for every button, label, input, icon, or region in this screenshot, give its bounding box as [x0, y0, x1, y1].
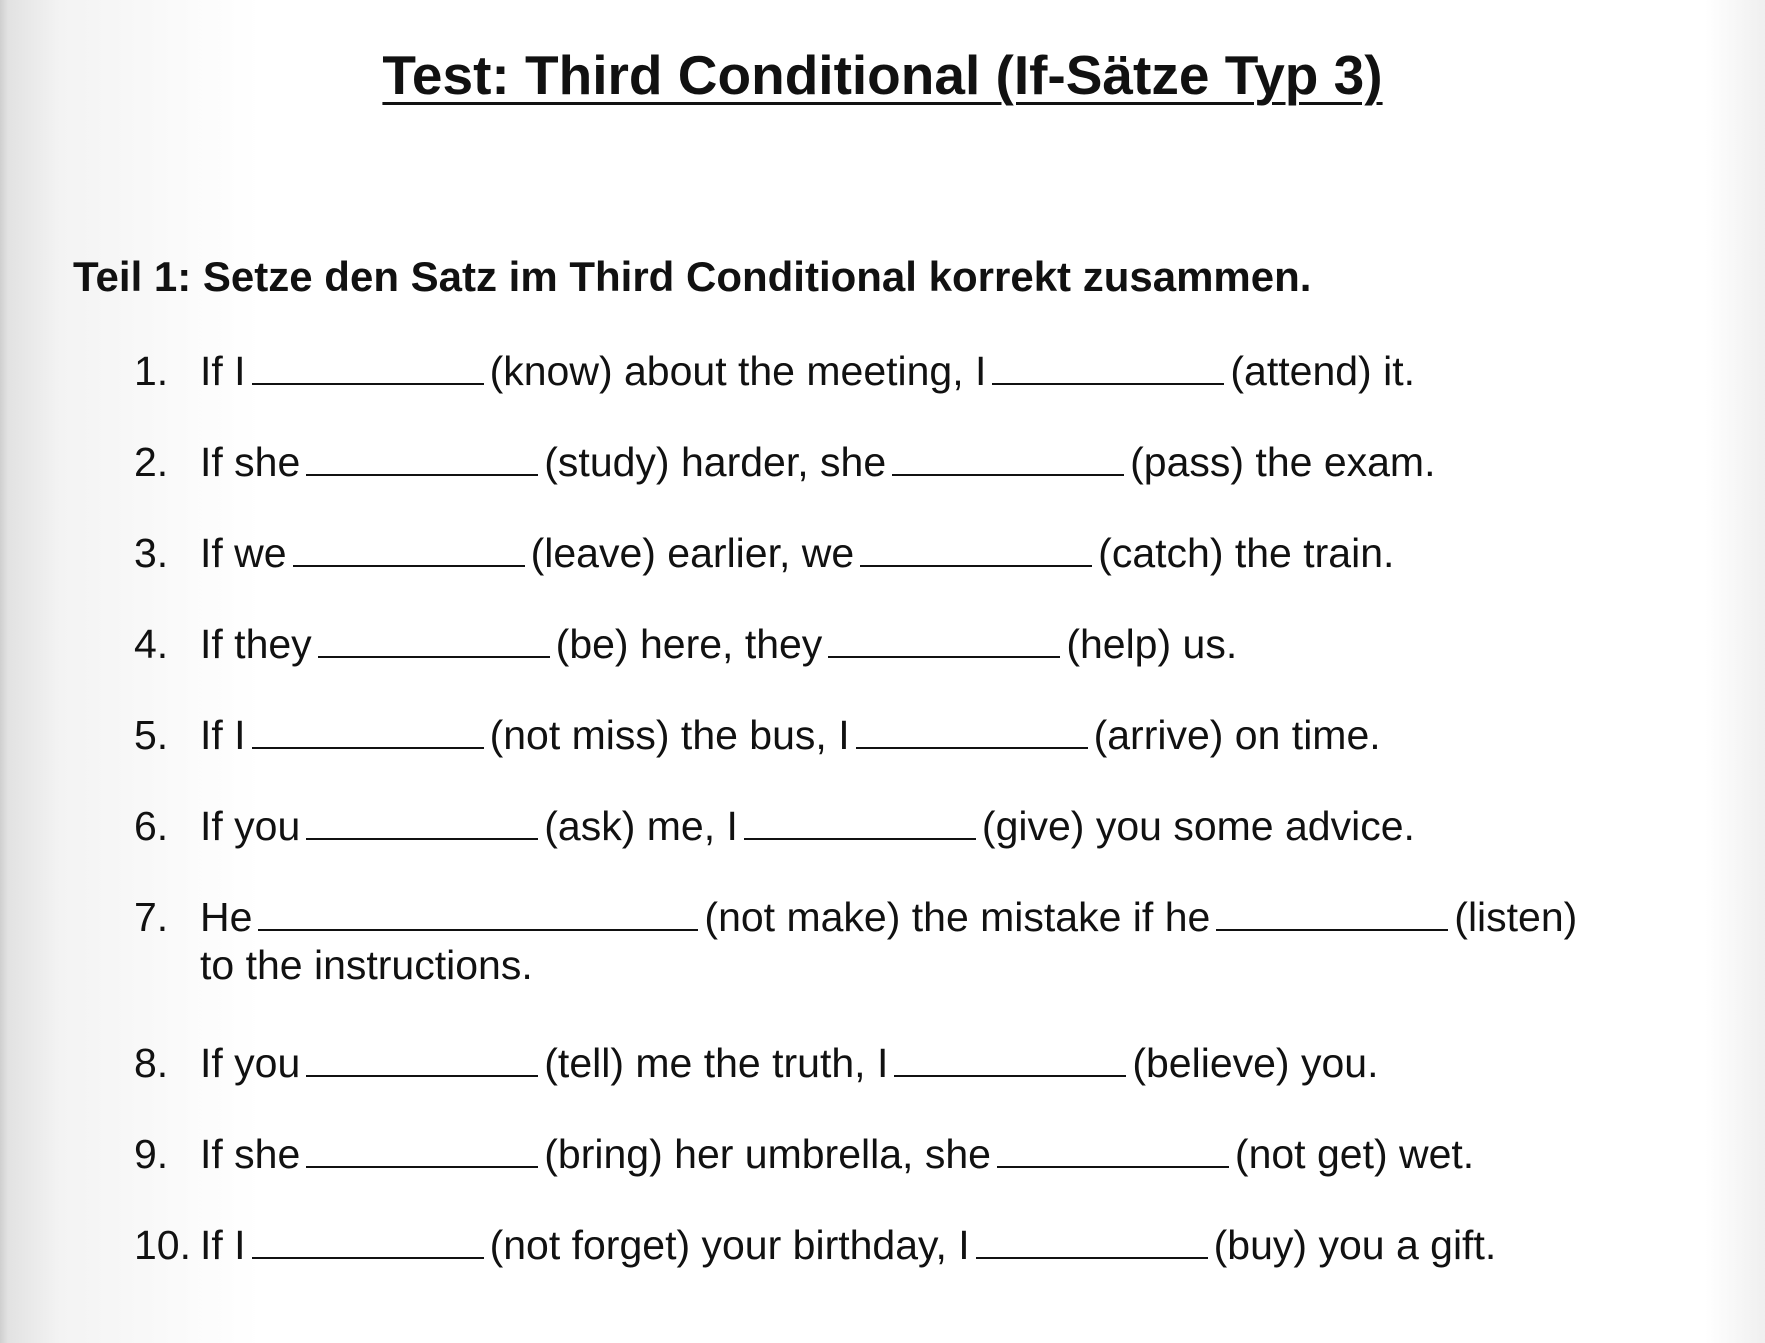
exercise-list — [134, 347, 1694, 1312]
clause-start: If you — [200, 803, 301, 849]
clause-middle: (not forget) your birthday, I — [489, 1222, 970, 1268]
clause-end: (pass) the exam. — [1130, 439, 1436, 485]
answer-blank[interactable] — [744, 804, 976, 840]
item-number: 4. — [134, 621, 169, 667]
exercise-item-2 — [134, 438, 1694, 486]
clause-end: (listen) — [1454, 894, 1578, 940]
clause-start: If I — [200, 712, 246, 758]
answer-blank[interactable] — [1216, 895, 1448, 931]
answer-blank[interactable] — [252, 1223, 484, 1259]
answer-blank[interactable] — [997, 1132, 1229, 1168]
answer-blank[interactable] — [318, 622, 550, 658]
clause-end: (attend) it. — [1230, 348, 1415, 394]
answer-blank[interactable] — [293, 531, 525, 567]
exercise-item-6 — [134, 802, 1694, 850]
answer-blank[interactable] — [992, 349, 1224, 385]
answer-blank[interactable] — [860, 531, 1092, 567]
clause-middle: (ask) me, I — [544, 803, 738, 849]
worksheet-title — [0, 42, 1765, 108]
answer-blank[interactable] — [894, 1041, 1126, 1077]
clause-middle: (study) harder, she — [544, 439, 887, 485]
answer-blank[interactable] — [252, 349, 484, 385]
clause-end: (catch) the train. — [1098, 530, 1395, 576]
item-number: 10. — [134, 1222, 191, 1268]
section-instruction: Teil 1: Setze den Satz im Third Conditional korrekt zusammen. — [73, 253, 1312, 300]
exercise-item-10 — [134, 1221, 1694, 1269]
exercise-item-8 — [134, 1039, 1694, 1087]
answer-blank[interactable] — [258, 895, 698, 931]
clause-start: If she — [200, 1131, 301, 1177]
clause-start: If I — [200, 1222, 246, 1268]
clause-start: If she — [200, 439, 301, 485]
clause-end: (not get) wet. — [1234, 1131, 1475, 1177]
answer-blank[interactable] — [252, 713, 484, 749]
item-number: 1. — [134, 348, 169, 394]
answer-blank[interactable] — [976, 1223, 1208, 1259]
clause-middle: (leave) earlier, we — [530, 530, 855, 576]
clause-end: (give) you some advice. — [981, 803, 1415, 849]
clause-start: If they — [200, 621, 312, 667]
clause-start: If you — [200, 1040, 301, 1086]
item-first-line — [200, 893, 1694, 941]
answer-blank[interactable] — [856, 713, 1088, 749]
clause-end: (believe) you. — [1132, 1040, 1379, 1086]
item-number: 3. — [134, 530, 169, 576]
exercise-item-1 — [134, 347, 1694, 395]
clause-end: (buy) you a gift. — [1213, 1222, 1497, 1268]
exercise-item-3 — [134, 529, 1694, 577]
exercise-item-5 — [134, 711, 1694, 759]
clause-middle: (be) here, they — [555, 621, 823, 667]
item-continuation: to the instructions. — [200, 942, 533, 988]
answer-blank[interactable] — [306, 804, 538, 840]
item-number: 7. — [134, 894, 169, 940]
exercise-item-9 — [134, 1130, 1694, 1178]
clause-start: He — [200, 894, 253, 940]
answer-blank[interactable] — [306, 1041, 538, 1077]
item-number: 8. — [134, 1040, 169, 1086]
clause-end: (arrive) on time. — [1093, 712, 1381, 758]
answer-blank[interactable] — [828, 622, 1060, 658]
clause-start: If we — [200, 530, 287, 576]
item-number: 2. — [134, 439, 169, 485]
item-number: 9. — [134, 1131, 169, 1177]
item-number: 6. — [134, 803, 169, 849]
title-text: Test: Third Conditional (If-Sätze Typ 3) — [382, 44, 1383, 106]
clause-middle: (tell) me the truth, I — [544, 1040, 889, 1086]
answer-blank[interactable] — [892, 440, 1124, 476]
exercise-item-4 — [134, 620, 1694, 668]
item-number: 5. — [134, 712, 169, 758]
answer-blank[interactable] — [306, 1132, 538, 1168]
answer-blank[interactable] — [306, 440, 538, 476]
clause-middle: (bring) her umbrella, she — [544, 1131, 991, 1177]
exercise-item-7 — [134, 893, 1694, 989]
clause-start: If I — [200, 348, 246, 394]
clause-end: (help) us. — [1066, 621, 1238, 667]
clause-middle: (not make) the mistake if he — [704, 894, 1211, 940]
clause-middle: (know) about the meeting, I — [489, 348, 987, 394]
clause-middle: (not miss) the bus, I — [489, 712, 850, 758]
